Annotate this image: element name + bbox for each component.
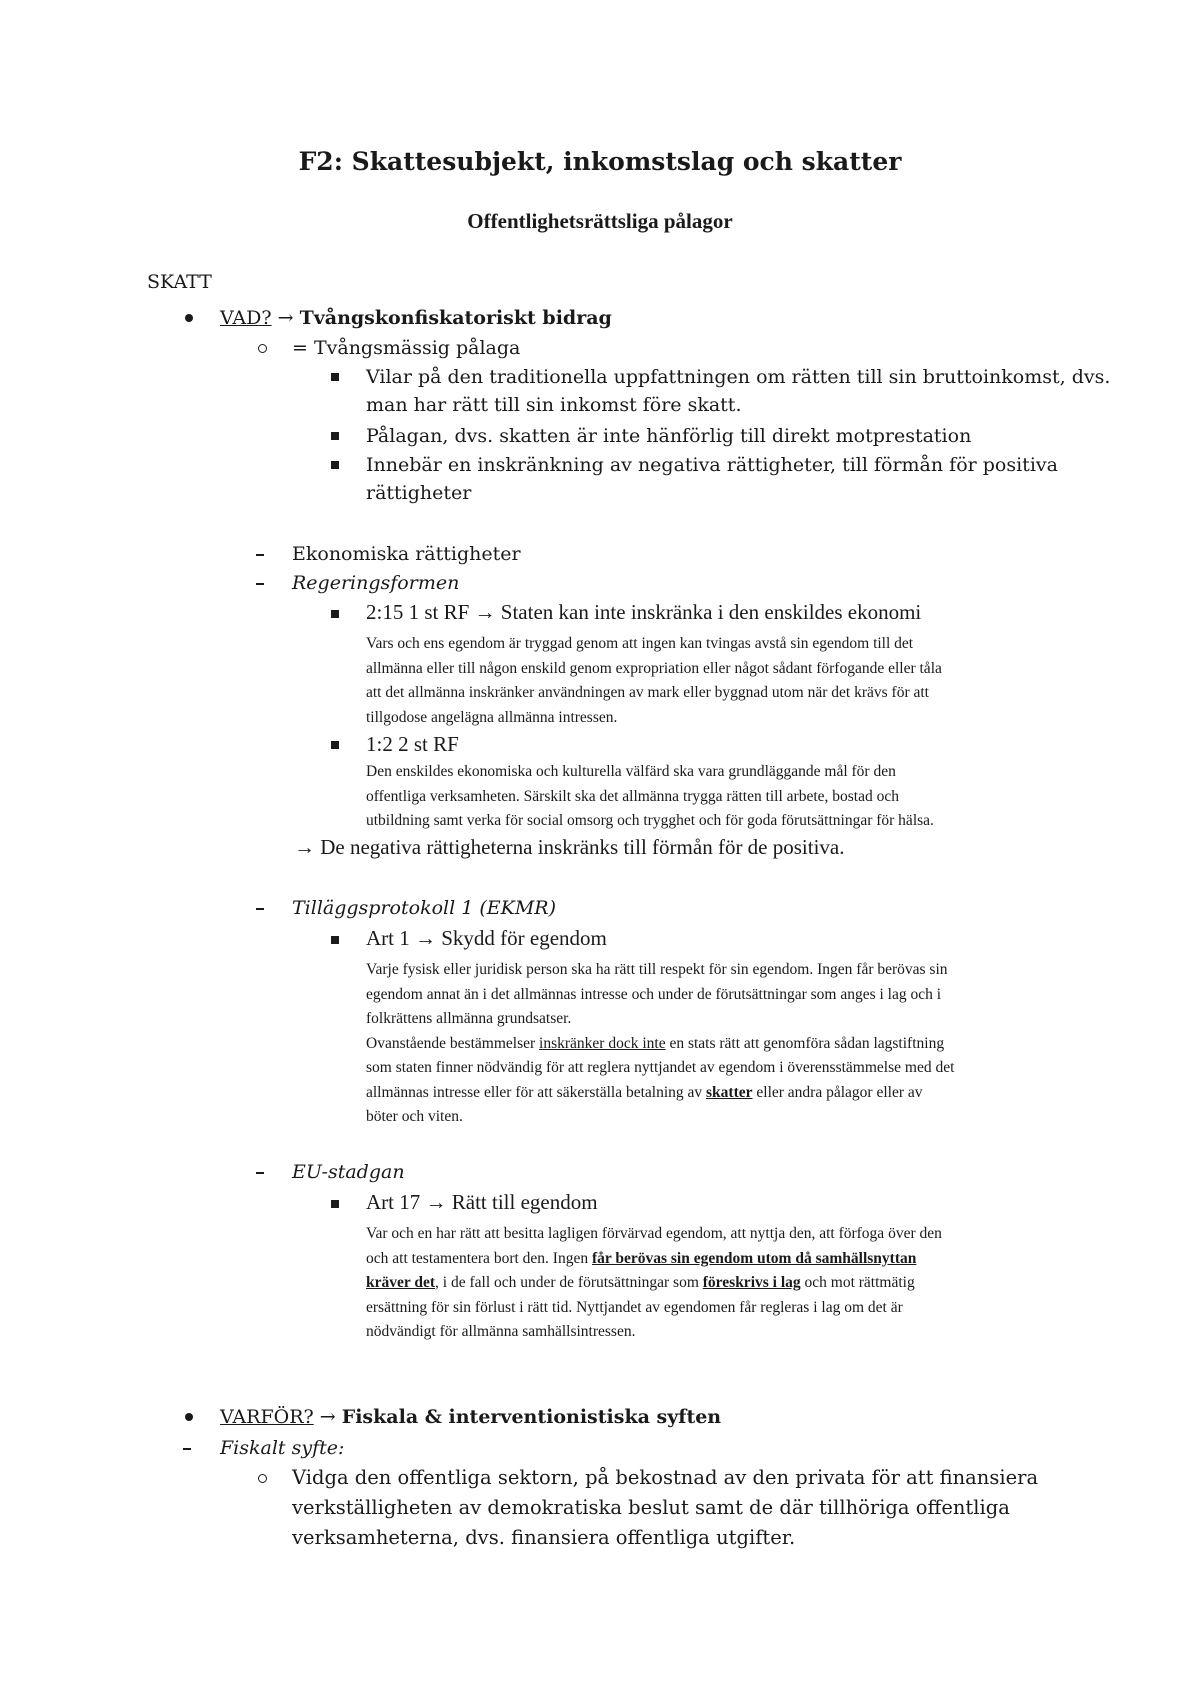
ekonomiska-heading: Ekonomiska rättigheter [292,543,521,565]
fiskalt-heading: Fiskalt syfte: [220,1437,345,1459]
text-line: Vars och ens egendom är tryggad genom att ingen kan tvingas avstå sin egendom till det [366,635,914,652]
bullet-square-icon [331,610,339,618]
ekmr-label: Art 1 → Skydd för egendom [366,926,607,950]
eu-heading: EU-stadgan [292,1161,405,1183]
emphasis-text: får berövas sin egendom utom då samhällsnyttan [591,1249,917,1267]
text-line: Vilar på den traditionella uppfattningen om rätten till sin bruttoinkomst, dvs. [366,366,1111,388]
bullet-circle-icon [258,1474,267,1483]
emphasis-text: kräver det [366,1274,436,1291]
bullet-circle-icon [258,344,267,353]
text-run: en stats rätt att genomföra sådan lagstiftning [665,1034,945,1052]
text-line: folkrättens allmänna grundsatser. [366,1010,572,1027]
text-run: och att testamentera bort den. Ingen [366,1249,592,1267]
page-subtitle: Offentlighetsrättsliga pålagor [467,209,733,233]
eu-quote [366,1222,942,1345]
underlined-text: inskränker dock inte [539,1034,666,1052]
rf-1-2-quote [366,760,934,834]
emphasis-text: föreskrivs i lag [702,1274,801,1291]
vad-question: VAD? [220,307,272,329]
text-run: allmännas intresse eller för att säkerställa betalning av [366,1083,707,1101]
text-line: Var och en har rätt att besitta lagligen förvärvad egendom, att nyttja den, att förfoga över den [366,1225,942,1242]
bullet-dash-icon [256,583,264,585]
vad-answer: Tvångskonfiskatoriskt bidrag [299,307,612,329]
emphasis-text: skatter [706,1083,753,1101]
text-line: nödvändigt för allmänna samhällsintressen. [366,1323,636,1340]
text-line: Innebär en inskränkning av negativa rättigheter, till förmån för positiva [366,454,1058,476]
rf-2-15-label: 2:15 1 st RF → Staten kan inte inskränka i den enskildes ekonomi [366,600,922,624]
page-title: F2: Skattesubjekt, inkomstslag och skatter [298,147,902,176]
text-line: utbildning samt verka för social omsorg och trygghet och för goda förutsättningar för hälsa. [366,812,934,829]
text-line [366,1247,942,1272]
text-line: egendom annat än i det allmännas intresse och under de förutsättningar som anges i lag och i [366,985,942,1003]
bullet-dash-icon [256,554,264,556]
rf-1-2-label: 1:2 2 st RF [366,732,459,756]
text-line: tillgodose angelägna allmänna intressen. [366,708,618,726]
text-run: eller andra pålagor eller av [752,1083,923,1101]
bullet-square-icon [331,936,339,944]
text-line: offentliga verksamheten. Särskilt ska det allmänna trygga rätten till arbete, bostad och [366,787,900,805]
eu-label: Art 17 → Rätt till egendom [366,1190,598,1214]
ekmr-heading: Tilläggsprotokoll 1 (EKMR) [292,897,556,919]
text-line [366,1081,954,1106]
vad-sub: = Tvångsmässig pålaga [292,337,521,359]
text-line: Varje fysisk eller juridisk person ska ha rätt till respekt för sin egendom. Ingen får berövas sin [366,961,948,978]
bullet-square-icon [331,373,339,381]
rf-2-15-quote [366,632,942,730]
varfor-line [220,1403,721,1431]
text-line [366,1271,942,1296]
bullet-square-icon [331,1200,339,1208]
arrow-text: → [313,1406,342,1428]
text-line: Vidga den offentliga sektorn, på bekostnad av den privata för att finansiera [292,1466,1039,1489]
text-line: böter och viten. [366,1108,463,1125]
section-heading: SKATT [147,271,212,293]
text-run: Ovanstående bestämmelser [366,1034,540,1052]
text-line: rättigheter [366,482,472,504]
vad-point-2: Pålagan, dvs. skatten är inte hänförlig till direkt motprestation [366,425,972,447]
text-line [366,1032,954,1057]
ekmr-quote [366,958,954,1130]
text-line: Den enskildes ekonomiska och kulturella välfärd ska vara grundläggande mål för den [366,763,896,780]
fiskalt-text [292,1463,1038,1553]
regeringsformen-heading: Regeringsformen [292,572,460,594]
text-run: , i de fall och under de förutsättningar som [435,1274,703,1291]
text-run: och mot rättmätig [800,1274,915,1291]
bullet-square-icon [331,461,339,469]
bullet-dash-icon [256,1172,264,1174]
vad-point-3 [366,451,1058,507]
text-line: verkställigheten av demokratiska beslut samt de där tillhöriga offentliga [292,1496,1010,1519]
varfor-question: VARFÖR? [220,1406,314,1428]
text-line: ersättning för sin förlust i rätt tid. Nyttjandet av egendomen får regleras i lag om det är [366,1298,903,1316]
varfor-answer: Fiskala & interventionistiska syften [341,1406,722,1428]
vad-line [220,304,612,332]
rf-conclusion: → De negativa rättigheterna inskränks till förmån för de positiva. [294,835,845,859]
bullet-square-icon [331,432,339,440]
bullet-dot-icon [185,1413,193,1421]
bullet-square-icon [331,741,339,749]
text-line: allmänna eller till någon enskild genom expropriation eller något sådant förfogande eller tåla [366,659,942,677]
vad-point-1 [366,363,1110,419]
bullet-dot-icon [185,314,193,322]
bullet-dash-icon [183,1448,191,1450]
text-line: man har rätt till sin inkomst före skatt. [366,394,742,416]
text-line: att det allmänna inskränker användningen av mark eller byggnad utom när det krävs för att [366,684,929,701]
arrow-text: → [271,307,300,329]
bullet-dash-icon [256,908,264,910]
text-line: som staten finner nödvändig för att reglera nyttjandet av egendom i överensstämmelse med det [366,1059,955,1076]
text-line: verksamheterna, dvs. finansiera offentliga utgifter. [292,1526,796,1549]
